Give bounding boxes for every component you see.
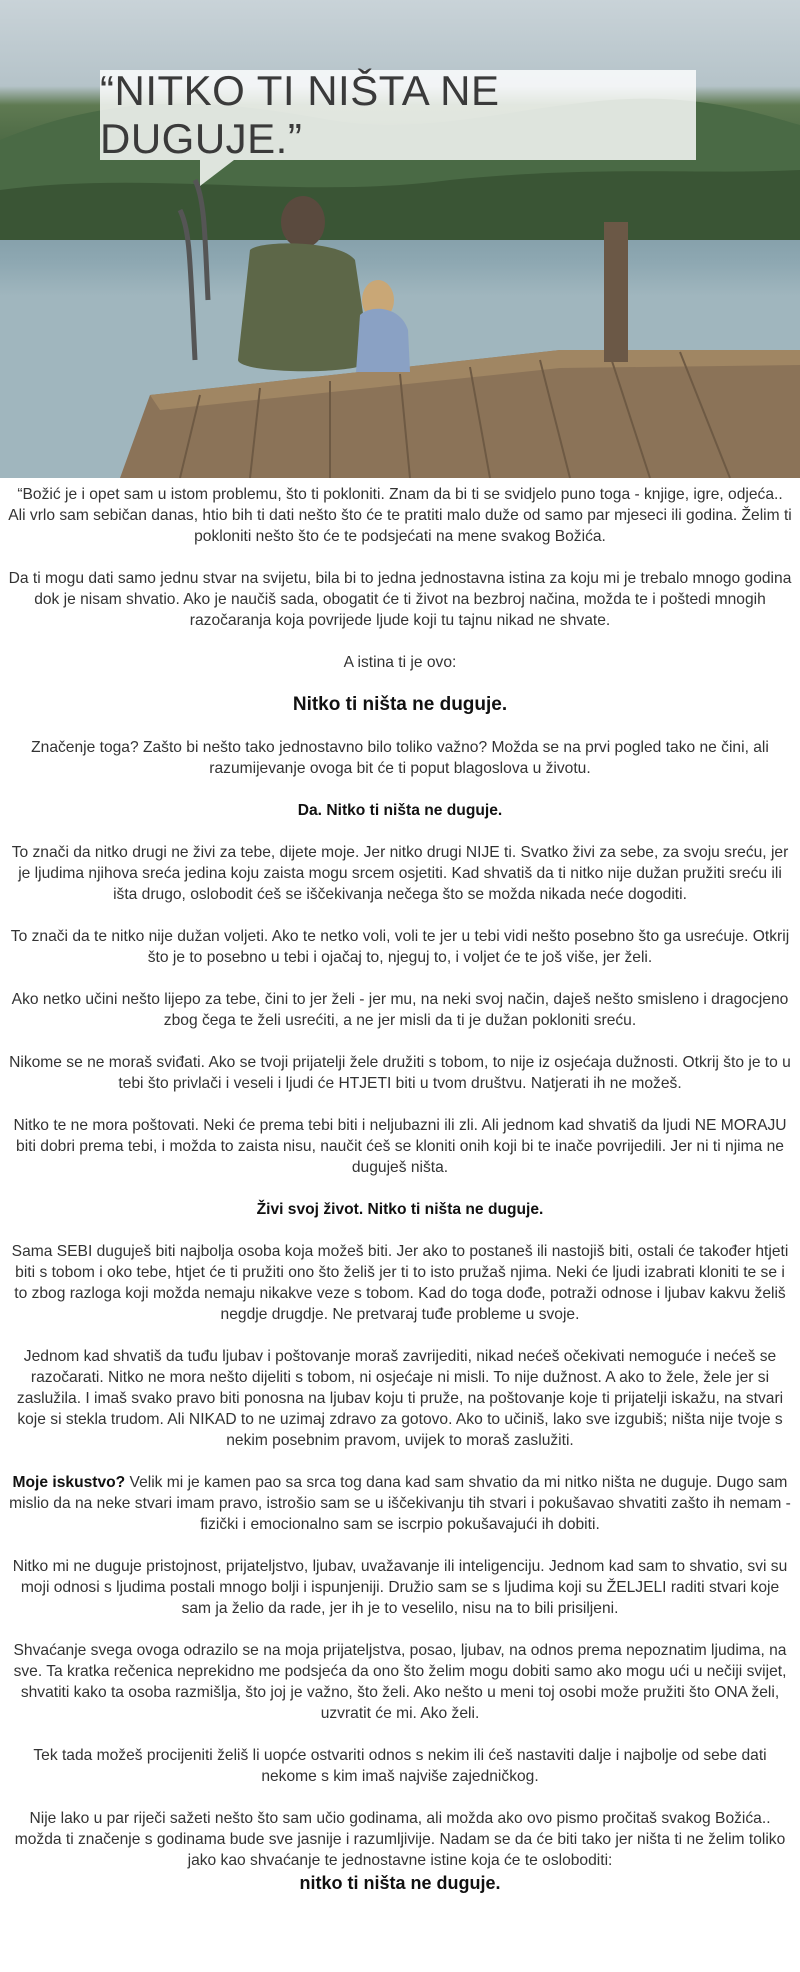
- paragraph: Nitko te ne mora poštovati. Neki će prema tebi biti i neljubazni ili zli. Ali jednom kad shvatiš da ljudi NE MORAJU biti dobri prema tebi, i možda to zaista nisu, naučit ćeš se kloniti onih koji bi te inače povrijedili. Jer ni ti njima ne duguješ ništa.: [13, 1117, 787, 1176]
- paragraph: Nitko mi ne duguje pristojnost, prijateljstvo, ljubav, uvažavanje ili inteligenciju. Jednom kad sam to shvatio, svi su moji odnosi s ljudima postali mnogo bolji i ispunjeniji. Družio sam se s ljudima koji su ŽELJELI raditi stvari koje sam ja želio da rade, jer ih je to veselilo, nisu na to bili prisiljeni.: [12, 1558, 788, 1617]
- paragraph: [8, 1472, 792, 1535]
- paragraph: Da ti mogu dati samo jednu stvar na svijetu, bila bi to jedna jednostavna istina za koju mi je trebalo mnogo godina dok je nisam shvatio. Ako je naučiš sada, obogatit će ti život na bezbroj načina, možda te i poštedi mnogih razočaranja koja povrijede ljude koji tu tajnu nikad ne shvate.: [8, 570, 792, 629]
- paragraph: Tek tada možeš procijeniti želiš li uopće ostvariti odnos s nekim ili ćeš nastaviti dalje i najbolje od sebe dati nekome s kim imaš najviše zajedničkog.: [33, 1747, 767, 1785]
- closing-statement: nitko ti ništa ne duguje.: [299, 1873, 501, 1893]
- paragraph: A istina ti je ovo:: [343, 654, 457, 671]
- paragraph: To znači da te nitko nije dužan voljeti. Ako te netko voli, voli te jer u tebi vidi nešto posebno što ga usrećuje. Otkrij što je to posebno u tebi i ojačaj to, njeguj to, i voljet će te još više, jer želi.: [10, 928, 790, 966]
- paragraph: Nikome se ne moraš sviđati. Ako se tvoji prijatelji žele družiti s tobom, to nije iz osjećaja dužnosti. Otkrij što je to u tebi što privlači i veseli i ljudi će HTJETI biti u tvom društvu. Natjerati ih ne možeš.: [9, 1054, 791, 1092]
- paragraph: Značenje toga? Zašto bi nešto tako jednostavno bilo toliko važno? Možda se na prvi pogled tako ne čini, ali razumijevanje ovoga bit će ti poput blagoslova u životu.: [31, 739, 769, 777]
- paragraph: Ako netko učini nešto lijepo za tebe, čini to jer želi - jer mu, na neki svoj način, daješ nešto smisleno i dragocjeno zbog čega te želi usrećiti, a ne jer misli da ti je dužan pokloniti sreću.: [11, 991, 789, 1029]
- hero-photo: [0, 0, 800, 478]
- paragraph-text: Nije lako u par riječi sažeti nešto što sam učio godinama, ali možda ako ovo pismo pročitaš svakog Božića.. možda ti značenje s godinama bude sve jasnije i razumljivije. Nadam se da će biti tako jer ništa ti ne želim toliko jako kao shvaćanje te jednostavne istine koja će te osloboditi:: [14, 1810, 786, 1869]
- paragraph: [8, 1808, 792, 1894]
- paragraph: To znači da nitko drugi ne živi za tebe, dijete moje. Jer nitko drugi NIJE ti. Svatko živi za sebe, za svoju sreću, jer je ljudima njihova sreća jedina koju zaista mogu srcem osjetiti. Kad shvatiš da ti nitko nije dužan pružiti sreću ili išta drugo, oslobodit ćeš se iščekivanja nečega što se možda nikada neće dogoditi.: [11, 844, 789, 903]
- bold-statement: Živi svoj život. Nitko ti ništa ne duguje.: [256, 1201, 544, 1218]
- letter-body: [0, 478, 800, 1894]
- key-statement: Nitko ti ništa ne duguje.: [292, 694, 508, 715]
- page-title: “NITKO TI NIŠTA NE DUGUJE.”: [100, 67, 500, 162]
- title-bubble: [100, 67, 696, 162]
- paragraph: Shvaćanje svega ovoga odrazilo se na moja prijateljstva, posao, ljubav, na odnos prema nepoznatim ljudima, na sve. Ta kratka rečenica neprekidno me podsjeća da ono što želim mogu dobiti samo ako mogu ući u nečiji svijet, shvatiti kako ta osoba razmišlja, što joj je važno, što želi. Ako nešto u meni toj osobi može pružiti što ONA želi, uzvratit će mi. Ako želi.: [13, 1642, 787, 1722]
- paragraph-text: Velik mi je kamen pao sa srca tog dana kad sam shvatio da mi nitko ništa ne duguje. Dugo sam mislio da na neke stvari imam pravo, istrošio sam se u iščekivanju tih stvari i pokušavao shvatiti zašto ih nemam - fizički i emocionalno sam se iscrpio pokušavajući ih dobiti.: [9, 1474, 791, 1533]
- paragraph: “Božić je i opet sam u istom problemu, što ti pokloniti. Znam da bi ti se svidjelo puno toga - knjige, igre, odjeća.. Ali vrlo sam sebičan danas, htio bih ti dati nešto što će te pratiti malo duže od samo par mjeseci ili godina. Želim ti pokloniti nešto što će te podsjećati na mene svakog Božića.: [8, 486, 792, 545]
- paragraph: Jednom kad shvatiš da tuđu ljubav i poštovanje moraš zavrijediti, nikad nećeš očekivati nemoguće i nećeš se razočarati. Nitko ne mora nešto dijeliti s tobom, ni osjećaje ni misli. To nije dužnost. A ako to žele, žele jer si zaslužila. I imaš svako pravo biti ponosna na ljubav koju ti pruže, na poštovanje koje ti prijatelji iskažu, na stvari koje si stekla trudom. Ali NIKAD to ne uzimaj zdravo za gotovo. Ako to učiniš, lako sve izgubiš; ništa nije tvoje s nekim posebnim pravom, uvijek to moraš zaslužiti.: [16, 1348, 784, 1449]
- paragraph-lead: Moje iskustvo?: [12, 1474, 126, 1491]
- bold-statement: Da. Nitko ti ništa ne duguje.: [297, 802, 503, 819]
- paragraph: Sama SEBI duguješ biti najbolja osoba koja možeš biti. Jer ako to postaneš ili nastojiš biti, ostali će također htjeti biti s tobom i oko tebe, htjet će ti pružiti ono što želiš jer ti to isto pružaš njima. Neki će ljudi izabrati kloniti te se i to zbog razloga koji možda nemaju nikakve veze s tobom. Kad do toga dođe, potraži odnose i ljubav kakvu želiš negdje drugdje. Ne pretvaraj tuđe probleme u svoje.: [11, 1243, 789, 1323]
